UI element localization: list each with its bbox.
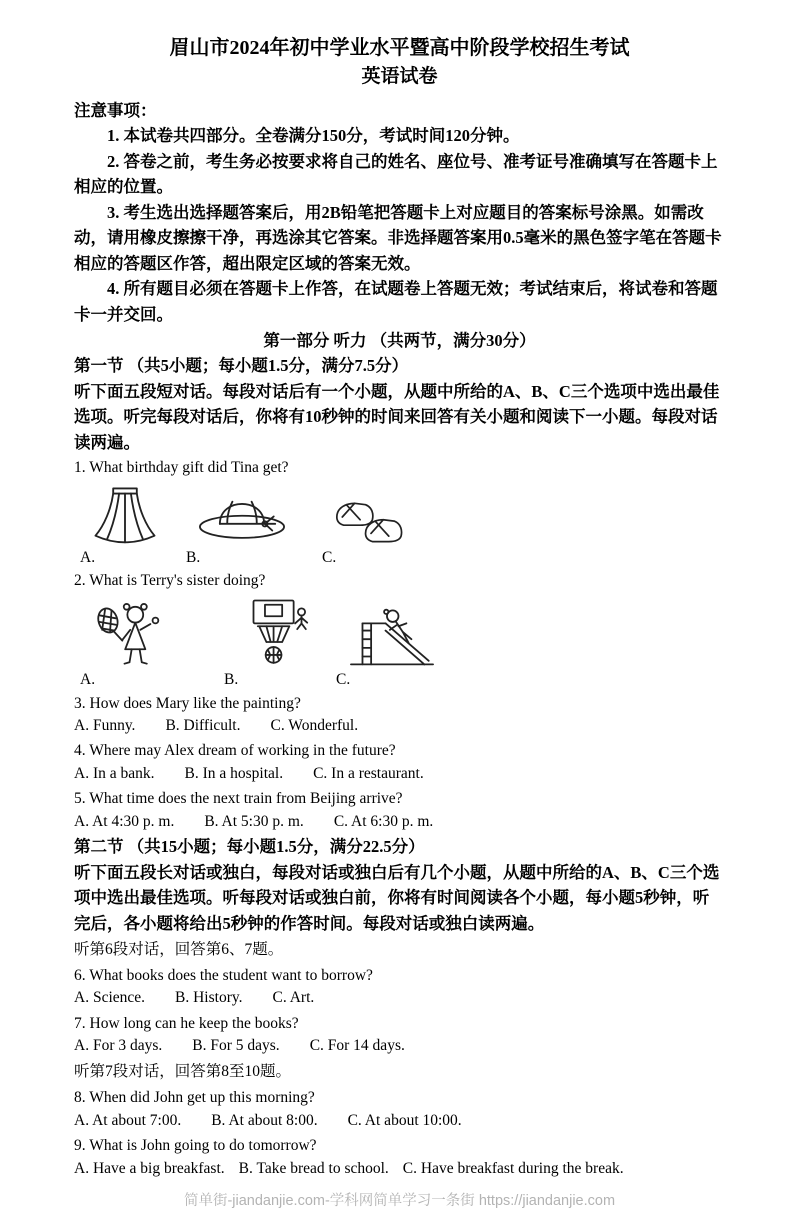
question-2-text: 2. What is Terry's sister doing? — [74, 571, 266, 589]
question-2-choice-b — [224, 596, 336, 690]
question-4-option-a: A. In a bank. — [74, 764, 155, 782]
question-9-option-b: B. Take bread to school. — [238, 1159, 389, 1177]
skirt-icon — [88, 484, 186, 546]
question-7-option-b: B. For 5 days. — [192, 1037, 280, 1055]
question-3-option-c: C. Wonderful. — [270, 717, 359, 735]
dialog-7-label: 听第7段对话，回答第8至10题。 — [74, 1062, 292, 1080]
choice-b-label: B. — [224, 671, 239, 689]
notice-heading: 注意事项： — [74, 100, 157, 120]
question-5-option-a: A. At 4:30 p. m. — [74, 812, 175, 830]
question-2-choice-a — [80, 596, 224, 690]
watermark-footer: 简单街-jiandanjie.com-学科网简单学习一条街 https://jiandanjie.com — [183, 1193, 616, 1210]
part1-title: 第一部分 听力 （共两节，满分30分） — [263, 330, 536, 350]
question-9-options — [74, 1159, 725, 1179]
dialog-6-label: 听第6段对话，回答第6、7题。 — [74, 940, 284, 958]
sun-hat-icon — [194, 484, 322, 546]
question-7-option-c: C. For 14 days. — [309, 1037, 405, 1055]
question-7-text: 7. How long can he keep the books? — [74, 1014, 299, 1032]
section1-instructions: 听下面五段短对话。每段对话后有一个小题，从题中所给的A、B、C三个选项中选出最佳选项。听完每段对话后，你将有10秒钟的时间来回答有关小题和阅读下一小题。每段对话读两遍。 — [74, 381, 720, 452]
question-9-option-c: C. Have breakfast during the break. — [402, 1159, 624, 1177]
question-4-options — [74, 764, 725, 784]
question-6-option-a: A. Science. — [74, 989, 146, 1007]
girl-playing-tennis-icon — [88, 596, 224, 668]
question-9-option-a: A. Have a big breakfast. — [74, 1159, 225, 1177]
section2-title: 第二节 （共15小题；每小题1.5分，满分22.5分） — [74, 837, 425, 857]
choice-b-label: B. — [186, 548, 201, 566]
question-5-option-b: B. At 5:30 p. m. — [204, 812, 304, 830]
girl-on-slide-icon — [344, 596, 516, 668]
question-7-option-a: A. For 3 days. — [74, 1037, 163, 1055]
notice-item-2: 2. 答卷之前，考生务必按要求将自己的姓名、座位号、准考证号准确填写在答题卡上相应的位置。 — [74, 151, 718, 197]
question-8-option-a: A. At about 7:00. — [74, 1111, 182, 1129]
question-8-text: 8. When did John get up this morning? — [74, 1089, 315, 1107]
question-5-text: 5. What time does the next train from Beijing arrive? — [74, 790, 403, 808]
exam-subtitle: 英语试卷 — [361, 66, 438, 87]
question-1-choice-b — [186, 484, 322, 568]
question-8-option-b: B. At about 8:00. — [211, 1111, 318, 1129]
question-4-option-c: C. In a restaurant. — [313, 764, 424, 782]
question-8-option-c: C. At about 10:00. — [347, 1111, 462, 1129]
question-6-option-b: B. History. — [175, 989, 243, 1007]
choice-c-label: C. — [336, 671, 351, 689]
question-8-options — [74, 1111, 725, 1131]
question-3-options — [74, 716, 725, 736]
section2-instructions: 听下面五段长对话或独白，每段对话或独白后有几个小题，从题中所给的A、B、C三个选项中选出最佳选项。听每段对话或独白前，你将有时间阅读各个小题，每小题5秒钟，听完后，各小题将给出5秒钟的作答时间。每段对话或独白读两遍。 — [74, 862, 720, 933]
question-6-option-c: C. Art. — [272, 989, 315, 1007]
choice-a-label: A. — [80, 548, 96, 566]
question-3-option-b: B. Difficult. — [165, 717, 241, 735]
question-7-options — [74, 1036, 725, 1056]
choice-a-label: A. — [80, 671, 96, 689]
question-1-choice-c — [322, 488, 502, 568]
question-4-option-b: B. In a hospital. — [184, 764, 284, 782]
question-2-figures — [80, 596, 725, 690]
question-4-text: 4. Where may Alex dream of working in the future? — [74, 742, 396, 760]
question-1-figures — [80, 484, 725, 568]
question-9-text: 9. What is John going to do tomorrow? — [74, 1137, 317, 1155]
question-6-text: 6. What books does the student want to borrow? — [74, 967, 373, 984]
notice-item-4: 4. 所有题目必须在答题卡上作答，在试题卷上答题无效；考试结束后，将试卷和答题卡一并交回。 — [74, 279, 718, 324]
section1-title: 第一节 （共5小题；每小题1.5分，满分7.5分） — [74, 356, 409, 376]
question-2-choice-c — [336, 596, 516, 690]
question-6-options — [74, 988, 725, 1008]
question-3-option-a: A. Funny. — [74, 717, 136, 735]
question-5-option-c: C. At 6:30 p. m. — [333, 812, 434, 830]
question-3-text: 3. How does Mary like the painting? — [74, 694, 301, 712]
notice-item-1: 1. 本试卷共四部分。全卷满分150分，考试时间120分钟。 — [107, 126, 520, 146]
question-5-options — [74, 812, 725, 832]
sandals-icon — [330, 488, 502, 546]
question-1-choice-a — [80, 484, 186, 568]
exam-title: 眉山市2024年初中学业水平暨高中阶段学校招生考试 — [169, 37, 630, 59]
choice-c-label: C. — [322, 548, 337, 566]
question-1-text: 1. What birthday gift did Tina get? — [74, 459, 289, 477]
notice-item-3: 3. 考生选出选择题答案后，用2B铅笔把答题卡上对应题目的答案标号涂黑。如需改动，请用橡皮擦擦干净，再选涂其它答案。非选择题答案用0.5毫米的黑色签字笔在答题卡相应的答题区作答，超出限定区域的答案无效。 — [74, 202, 722, 273]
basketball-hoop-icon — [232, 596, 336, 668]
